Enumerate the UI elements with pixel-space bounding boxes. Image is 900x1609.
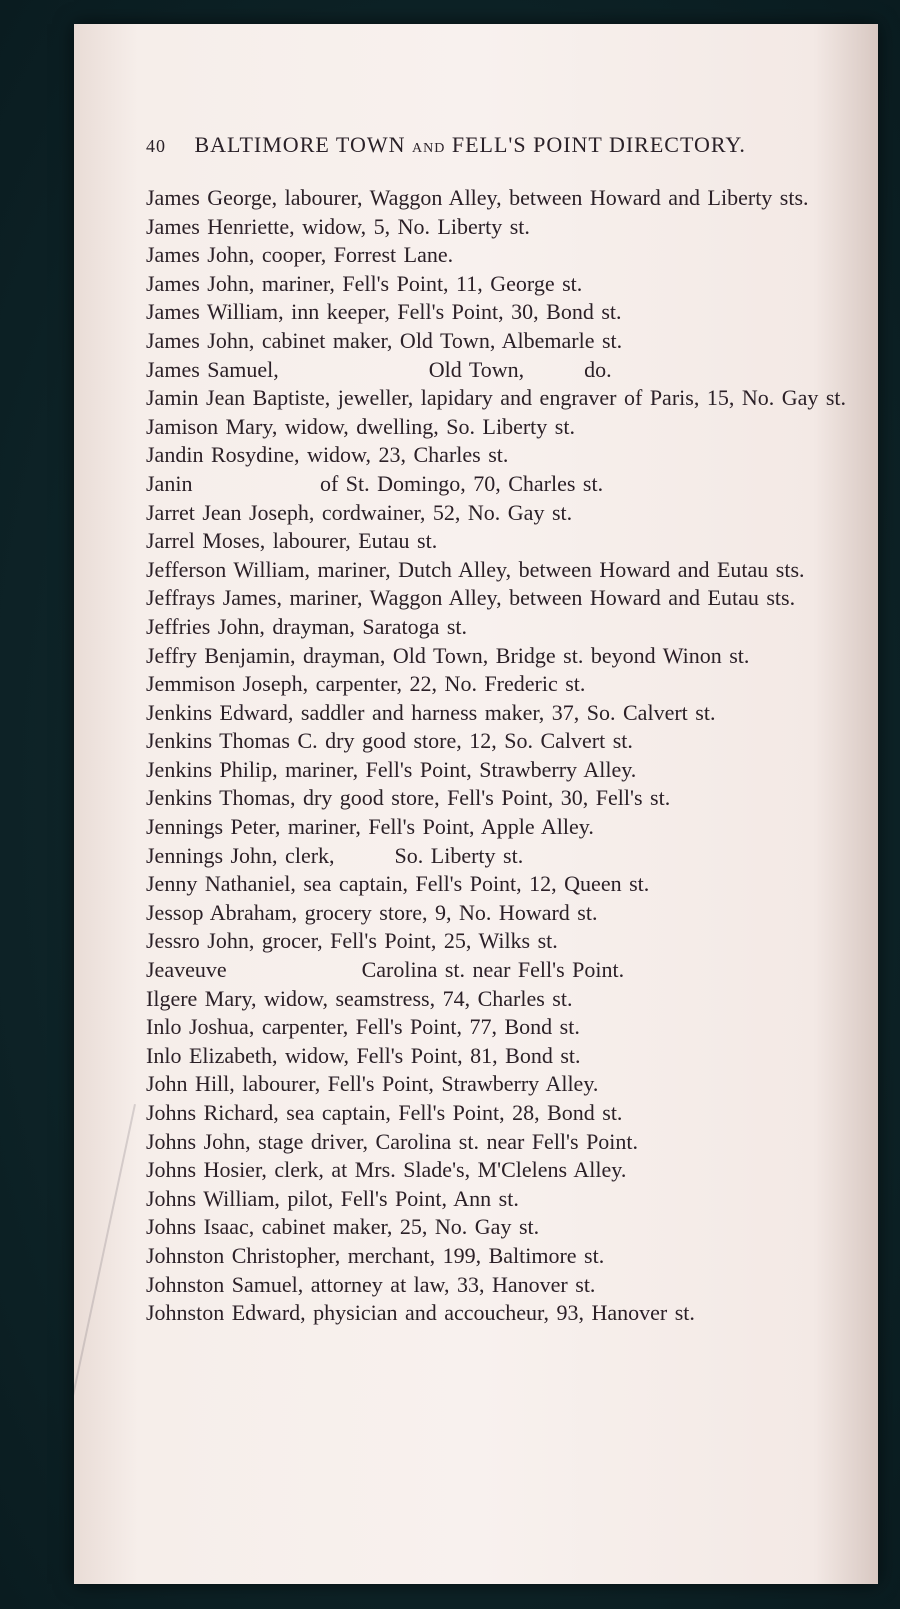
directory-entry: Jenkins Thomas C. dry good store, 12, So. Calvert st. [146,728,633,754]
directory-entry: Johnston Edward, physician and accoucheur, 93, Hanover st. [146,1300,695,1326]
directory-entry: Jenkins Philip, mariner, Fell's Point, Strawberry Alley. [146,756,637,782]
directory-entry: Jeffries John, drayman, Saratoga st. [146,613,468,639]
header-title-and: AND [412,141,446,156]
directory-page [74,24,878,1584]
directory-entry: Jennings Peter, mariner, Fell's Point, Apple Alley. [146,814,594,840]
directory-entry: Jandin Rosydine, widow, 23, Charles st. [146,442,509,468]
directory-entry: Jemmison Joseph, carpenter, 22, No. Frederic st. [146,671,586,697]
directory-entry: Jeaveuve Carolina st. near Fell's Point. [146,957,625,983]
directory-entry: Jenny Nathaniel, sea captain, Fell's Point, 12, Queen st. [146,871,650,897]
directory-entry: Inlo Joshua, carpenter, Fell's Point, 77, Bond st. [146,1014,580,1040]
directory-entry: Inlo Elizabeth, widow, Fell's Point, 81, Bond st. [146,1042,581,1068]
directory-entries [146,184,868,1328]
directory-entry: Johns Isaac, cabinet maker, 25, No. Gay st. [146,1214,540,1240]
page-number: 40 [146,136,166,156]
paper-crease [74,1104,136,1584]
directory-entry: Johns William, pilot, Fell's Point, Ann st. [146,1185,519,1211]
directory-entry: Janin of St. Domingo, 70, Charles st. [146,470,604,496]
directory-entry: Jeffrays James, mariner, Waggon Alley, between Howard and Eutau sts. [146,585,796,611]
directory-entry: Jeffry Benjamin, drayman, Old Town, Bridge st. beyond Winon st. [146,642,750,668]
directory-entry: Jessro John, grocer, Fell's Point, 25, Wilks st. [146,928,558,954]
directory-entry: Johns Hosier, clerk, at Mrs. Slade's, M'Clelens Alley. [146,1157,627,1183]
directory-entry: Jenkins Edward, saddler and harness maker, 37, So. Calvert st. [146,699,716,725]
directory-entry: Jarret Jean Joseph, cordwainer, 52, No. Gay st. [146,499,573,525]
directory-entry: James Henriette, widow, 5, No. Liberty st. [146,213,530,239]
directory-entry: Jenkins Thomas, dry good store, Fell's Point, 30, Fell's st. [146,785,671,811]
directory-entry: Johnston Christopher, merchant, 199, Baltimore st. [146,1242,605,1268]
directory-entry: Jarrel Moses, labourer, Eutau st. [146,528,438,554]
directory-entry: James John, mariner, Fell's Point, 11, George st. [146,270,583,296]
directory-entry: James Samuel, Old Town, do. [146,356,612,382]
directory-entry: James John, cabinet maker, Old Town, Albemarle st. [146,327,623,353]
directory-entry: Johnston Samuel, attorney at law, 33, Hanover st. [146,1271,596,1297]
directory-entry: John Hill, labourer, Fell's Point, Strawberry Alley. [146,1071,599,1097]
directory-entry: Ilgere Mary, widow, seamstress, 74, Charles st. [146,985,573,1011]
directory-entry: Johns John, stage driver, Carolina st. near Fell's Point. [146,1128,639,1154]
directory-entry: James William, inn keeper, Fell's Point, 30, Bond st. [146,299,622,325]
directory-entry: Jamin Jean Baptiste, jeweller, lapidary and engraver of Paris, 15, No. Gay st. [146,385,847,411]
directory-entry: Jessop Abraham, grocery store, 9, No. Howard st. [146,899,598,925]
header-title-part2: FELL'S POINT DIRECTORY. [451,132,746,157]
directory-entry: Johns Richard, sea captain, Fell's Point, 28, Bond st. [146,1100,623,1125]
directory-entry: James John, cooper, Forrest Lane. [146,242,454,268]
header-title-part1: BALTIMORE TOWN [194,132,406,157]
directory-entry: James George, labourer, Waggon Alley, between Howard and Liberty sts. [146,185,809,210]
page-header [146,132,866,158]
directory-entry: Jefferson William, mariner, Dutch Alley, between Howard and Eutau sts. [146,556,805,582]
directory-entry: Jamison Mary, widow, dwelling, So. Liberty st. [146,413,575,439]
directory-entry: Jennings John, clerk, So. Liberty st. [146,842,524,868]
